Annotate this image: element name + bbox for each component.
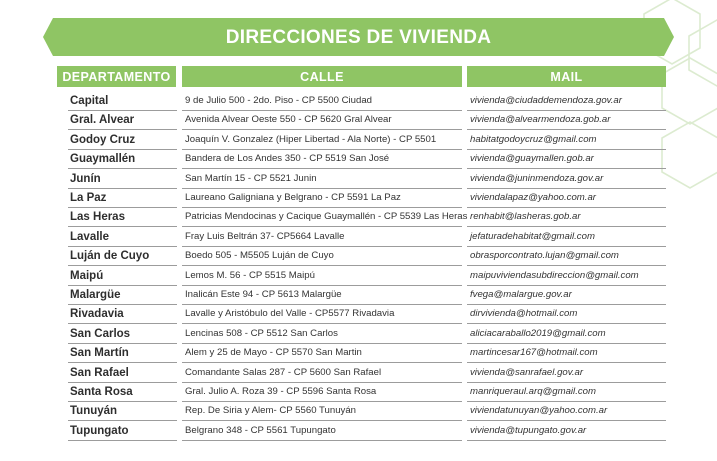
calle-cell: Belgrano 348 - CP 5561 Tupungato <box>185 424 336 436</box>
row-divider <box>182 440 462 441</box>
table-row <box>0 208 717 227</box>
departamento-cell: Santa Rosa <box>70 386 133 398</box>
departamento-cell: Lavalle <box>70 230 109 243</box>
mail-cell[interactable]: vivienda@juninmendoza.gov.ar <box>470 172 604 184</box>
table-row <box>0 150 717 169</box>
departamento-cell: Tupungato <box>70 424 129 437</box>
departamento-cell: Gral. Alvear <box>70 114 135 127</box>
departamento-cell: Luján de Cuyo <box>70 250 150 263</box>
table-row <box>0 325 717 344</box>
calle-cell: Inalicán Este 94 - CP 5613 Malargüe <box>185 289 342 300</box>
table-row <box>0 228 717 247</box>
mail-cell[interactable]: viviendalapaz@yahoo.com.ar <box>470 192 596 203</box>
table-row <box>0 286 717 305</box>
departamento-cell: Godoy Cruz <box>70 133 136 146</box>
table-row <box>0 364 717 383</box>
table-row <box>0 170 717 189</box>
mail-cell[interactable]: dirvivienda@hotmail.com <box>470 308 578 320</box>
mail-cell[interactable]: habitatgodoycruz@gmail.com <box>470 133 597 145</box>
mail-cell[interactable]: jefaturadehabitat@gmail.com <box>470 230 595 242</box>
mail-cell[interactable]: aliciacaraballo2019@gmail.com <box>470 327 606 339</box>
departamento-cell: Rivadavia <box>70 308 124 321</box>
departamento-cell: Maipú <box>70 269 104 282</box>
mail-cell[interactable]: vivienda@alvearmendoza.gob.ar <box>470 114 611 126</box>
header-departamento: DEPARTAMENTO <box>57 66 176 87</box>
row-divider <box>68 440 177 441</box>
table-row <box>0 92 717 111</box>
calle-cell: 9 de Julio 500 - 2do. Piso - CP 5500 Ciudad <box>185 95 373 106</box>
mail-cell[interactable]: vivienda@sanrafael.gov.ar <box>470 366 584 378</box>
calle-cell: Gral. Julio A. Roza 39 - CP 5596 Santa Rosa <box>185 386 377 397</box>
table-row <box>0 305 717 324</box>
calle-cell: Lemos M. 56 - CP 5515 Maipú <box>185 269 315 281</box>
departamento-cell: Guaymallén <box>70 153 136 166</box>
calle-cell: San Martín 15 - CP 5521 Junin <box>185 172 317 184</box>
mail-cell[interactable]: martincesar167@hotmail.com <box>470 347 598 359</box>
row-divider <box>467 440 666 441</box>
mail-cell[interactable]: renhabit@lasheras.gob.ar <box>470 211 581 223</box>
table-row <box>0 402 717 421</box>
calle-cell: Patricias Mendocinas y Cacique Guaymallén - CP 5539 Las Heras <box>185 211 468 223</box>
departamento-cell: San Rafael <box>70 366 129 379</box>
calle-cell: Rep. De Siria y Alem- CP 5560 Tunuyán <box>185 405 357 417</box>
mail-cell[interactable]: obrasporcontrato.lujan@gmail.com <box>470 250 619 262</box>
table-row <box>0 131 717 150</box>
mail-cell[interactable]: viviendatunuyan@yahoo.com.ar <box>470 405 608 417</box>
table-row <box>0 344 717 363</box>
table-row <box>0 247 717 266</box>
departamento-cell: Junín <box>70 172 101 185</box>
departamento-cell: Las Heras <box>70 211 125 224</box>
calle-cell: Alem y 25 de Mayo - CP 5570 San Martin <box>185 347 362 359</box>
calle-cell: Comandante Salas 287 - CP 5600 San Rafael <box>185 366 382 378</box>
title-banner <box>43 18 674 56</box>
calle-cell: Bandera de Los Andes 350 - CP 5519 San José <box>185 153 390 165</box>
mail-cell[interactable]: manriqueraul.arq@gmail.com <box>470 386 596 397</box>
calle-cell: Joaquín V. Gonzalez (Hiper Libertad - Ala Norte) - CP 5501 <box>185 133 437 145</box>
header-calle: CALLE <box>182 66 462 87</box>
departamento-cell: Tunuyán <box>70 405 118 418</box>
calle-cell: Lavalle y Aristóbulo del Valle - CP5577 Rivadavia <box>185 308 395 320</box>
mail-cell[interactable]: vivienda@guaymallen.gob.ar <box>470 153 594 165</box>
calle-cell: Laureano Galigniana y Belgrano - CP 5591 La Paz <box>185 192 401 203</box>
table-row <box>0 189 717 208</box>
departamento-cell: San Carlos <box>70 327 131 340</box>
table-row <box>0 422 717 441</box>
departamento-cell: Malargüe <box>70 289 121 301</box>
mail-cell[interactable]: vivienda@ciudaddemendoza.gov.ar <box>470 95 622 106</box>
table-row <box>0 111 717 130</box>
calle-cell: Fray Luis Beltrán 37- CP5664 Lavalle <box>185 230 345 242</box>
departamento-cell: La Paz <box>70 192 107 204</box>
departamento-cell: San Martín <box>70 347 129 360</box>
calle-cell: Lencinas 508 - CP 5512 San Carlos <box>185 327 338 339</box>
departamento-cell: Capital <box>70 95 109 107</box>
page-title: DIRECCIONES DE VIVIENDA <box>225 27 492 48</box>
table-row <box>0 383 717 402</box>
header-mail: MAIL <box>467 66 666 87</box>
table-row <box>0 267 717 286</box>
mail-cell[interactable]: vivienda@tupungato.gov.ar <box>470 424 587 436</box>
mail-cell[interactable]: fvega@malargue.gov.ar <box>470 289 572 300</box>
calle-cell: Boedo 505 - M5505 Luján de Cuyo <box>185 250 334 262</box>
mail-cell[interactable]: maipuviviendasubdireccion@gmail.com <box>470 269 639 281</box>
calle-cell: Avenida Alvear Oeste 550 - CP 5620 Gral Alvear <box>185 114 392 126</box>
